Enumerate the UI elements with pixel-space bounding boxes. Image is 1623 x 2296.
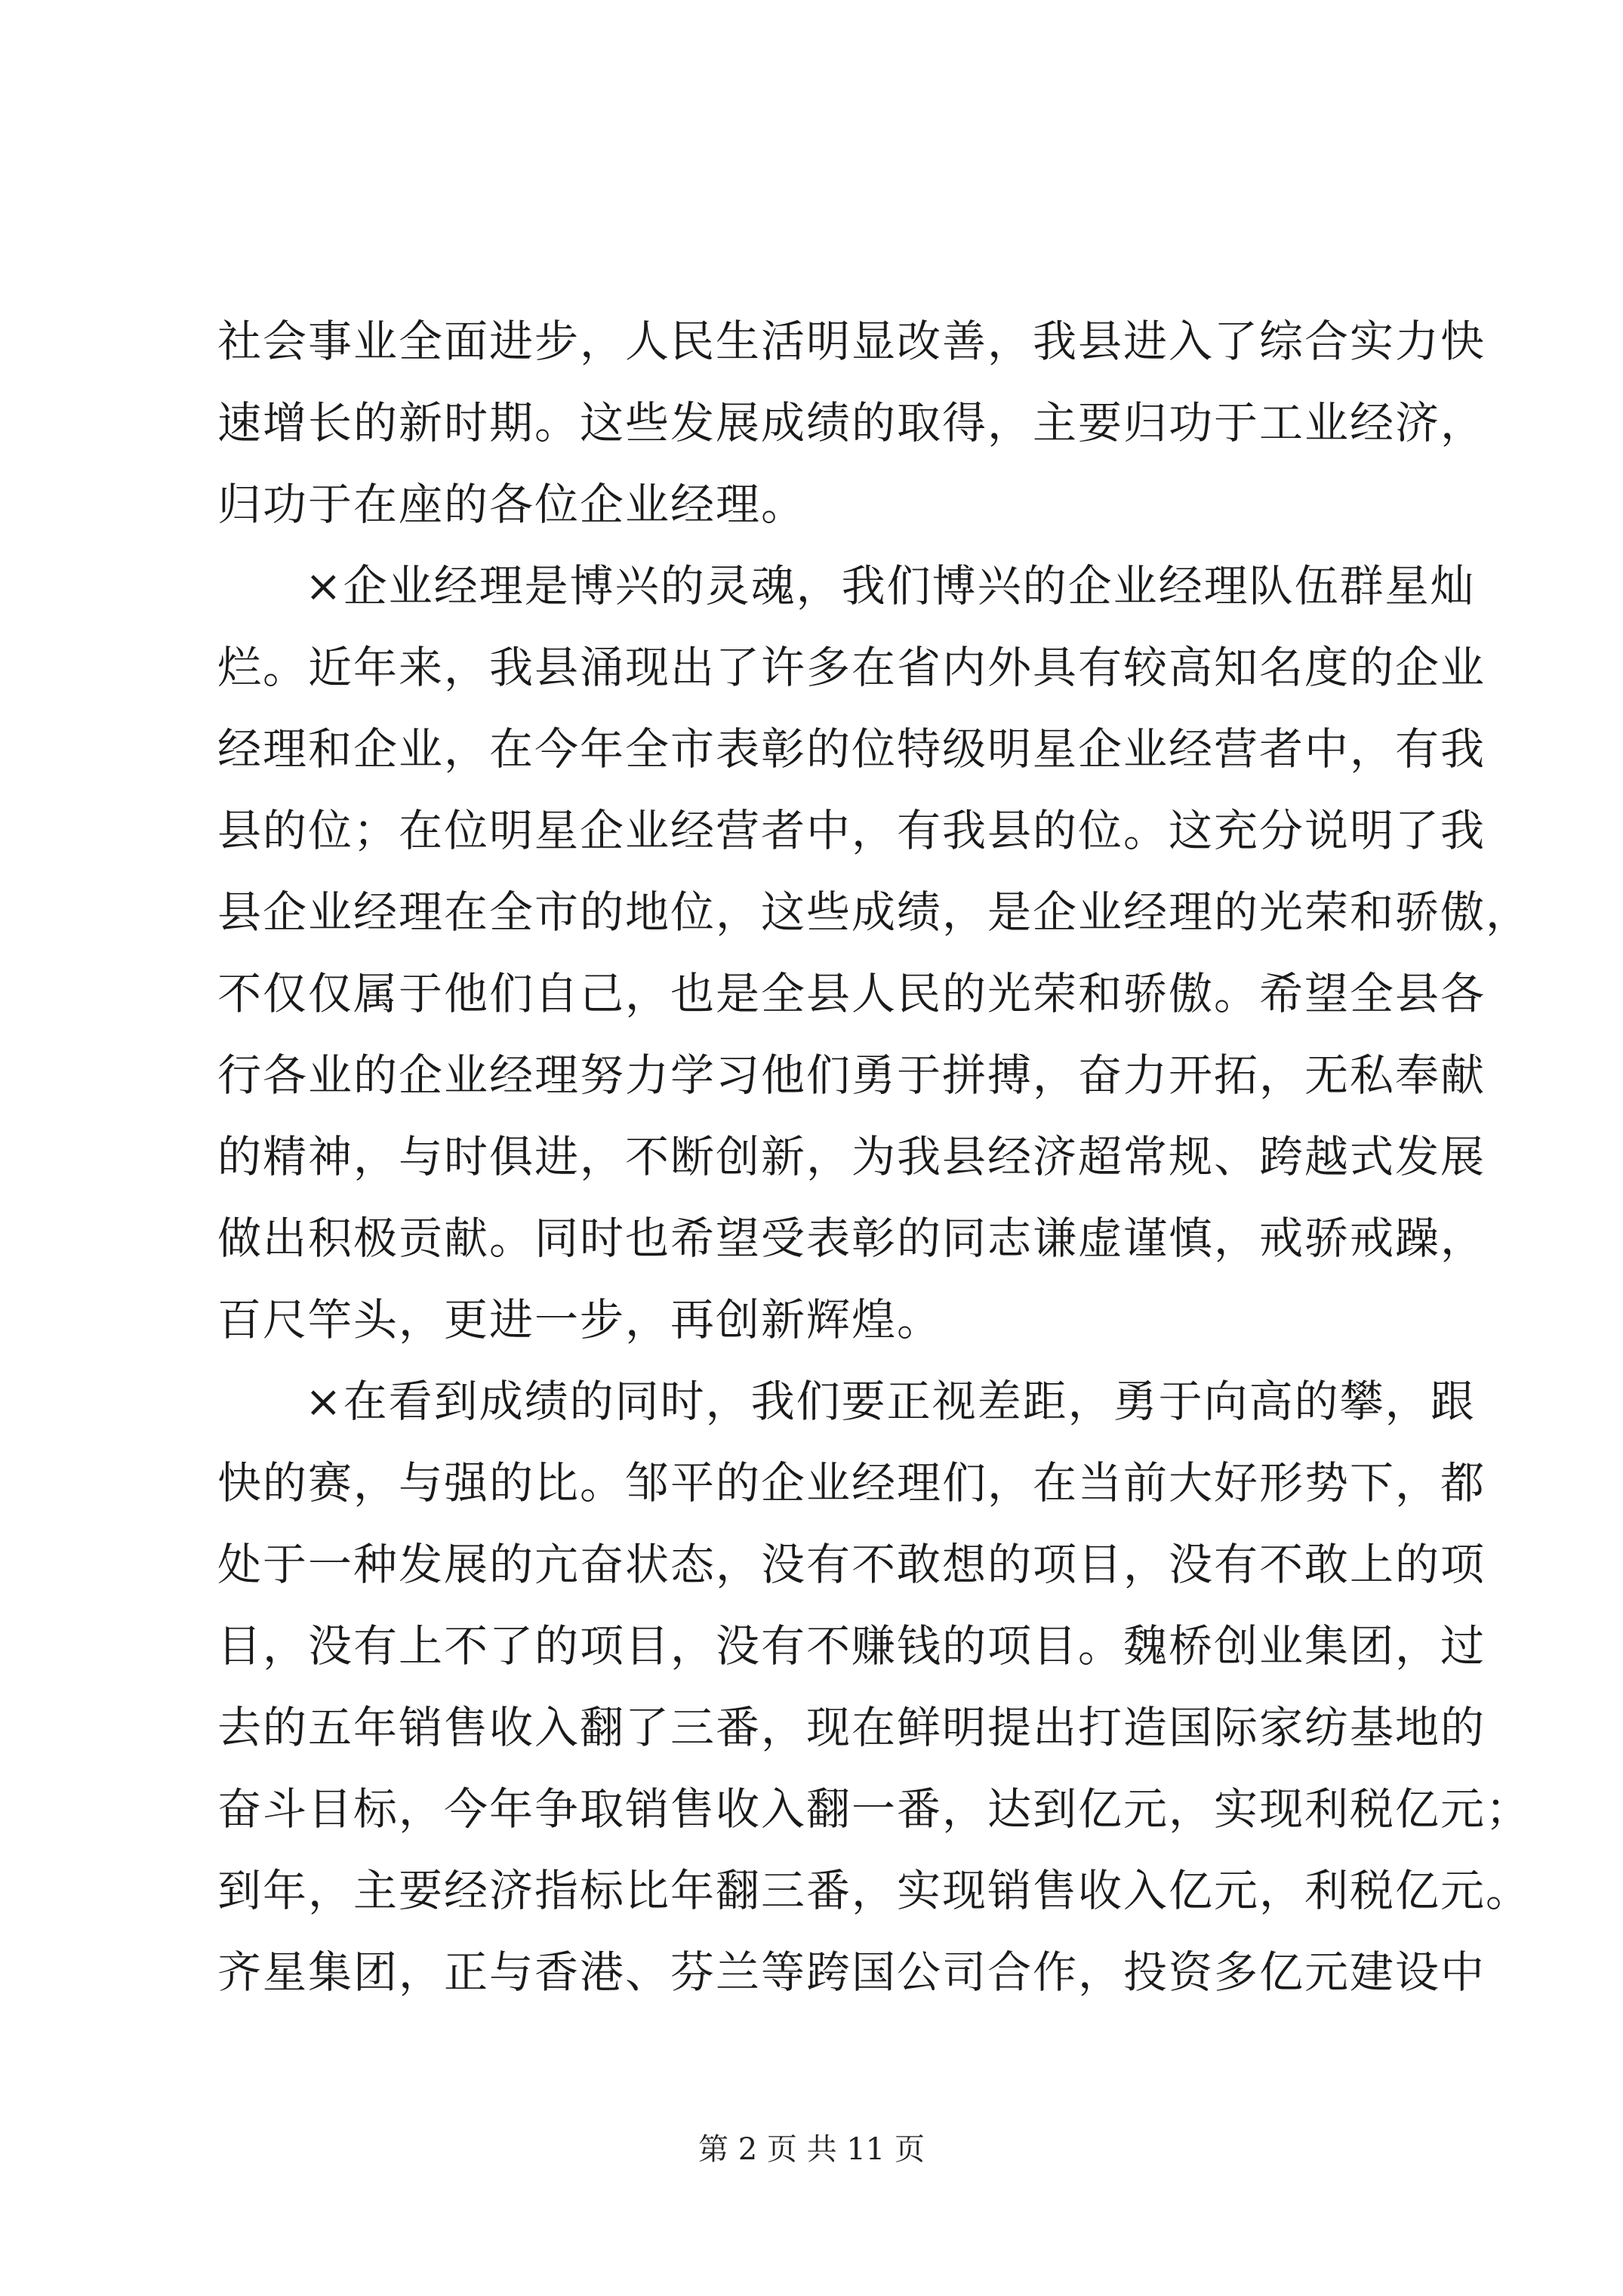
page-number-footer: 第 2 页 共 11 页	[698, 2132, 925, 2167]
text-line: 快的赛，与强的比。邹平的企业经理们，在当前大好形势下，都	[217, 1457, 1486, 1509]
text-line: 归功于在座的各位企业经理。	[217, 479, 807, 530]
text-line: 县企业经理在全市的地位，这些成绩，是企业经理的光荣和骄傲，	[217, 886, 1532, 938]
text-line: 目，没有上不了的项目，没有不赚钱的项目。魏桥创业集团，过	[217, 1620, 1486, 1672]
text-line: 烂。近年来，我县涌现出了许多在省内外具有较高知名度的企业	[217, 642, 1486, 693]
text-line: 速增长的新时期。这些发展成绩的取得，主要归功于工业经济，	[217, 397, 1486, 448]
text-line: 不仅仅属于他们自己，也是全县人民的光荣和骄傲。希望全县各	[217, 968, 1486, 1019]
text-line: 社会事业全面进步，人民生活明显改善，我县进入了综合实力快	[217, 316, 1486, 367]
text-line: 到年，主要经济指标比年翻三番，实现销售收入亿元，利税亿元。	[217, 1865, 1532, 1916]
text-line: 经理和企业，在今年全市表彰的位特级明星企业经营者中，有我	[217, 723, 1486, 775]
text-line: 去的五年销售收入翻了三番，现在鲜明提出打造国际家纺基地的	[217, 1702, 1486, 1753]
text-line: 做出积极贡献。同时也希望受表彰的同志谦虚谨慎，戒骄戒躁，	[217, 1213, 1486, 1264]
text-line: 的精神，与时俱进，不断创新，为我县经济超常规、跨越式发展	[217, 1131, 1486, 1182]
document-body	[217, 300, 1532, 2013]
text-line: 百尺竿头，更进一步，再创新辉煌。	[217, 1294, 943, 1345]
text-line: 处于一种发展的亢奋状态，没有不敢想的项目，没有不敢上的项	[217, 1539, 1486, 1590]
text-line: 县的位；在位明星企业经营者中，有我县的位。这充分说明了我	[217, 805, 1486, 856]
text-line: 齐星集团，正与香港、芬兰等跨国公司合作，投资多亿元建设中	[217, 1946, 1486, 1998]
text-line: 奋斗目标，今年争取销售收入翻一番，达到亿元，实现利税亿元；	[217, 1783, 1532, 1835]
text-line: ×在看到成绩的同时，我们要正视差距，勇于向高的攀，跟	[305, 1376, 1476, 1427]
text-line: ×企业经理是博兴的灵魂，我们博兴的企业经理队伍群星灿	[305, 560, 1476, 612]
text-line: 行各业的企业经理努力学习他们勇于拼搏，奋力开拓，无私奉献	[217, 1049, 1486, 1101]
